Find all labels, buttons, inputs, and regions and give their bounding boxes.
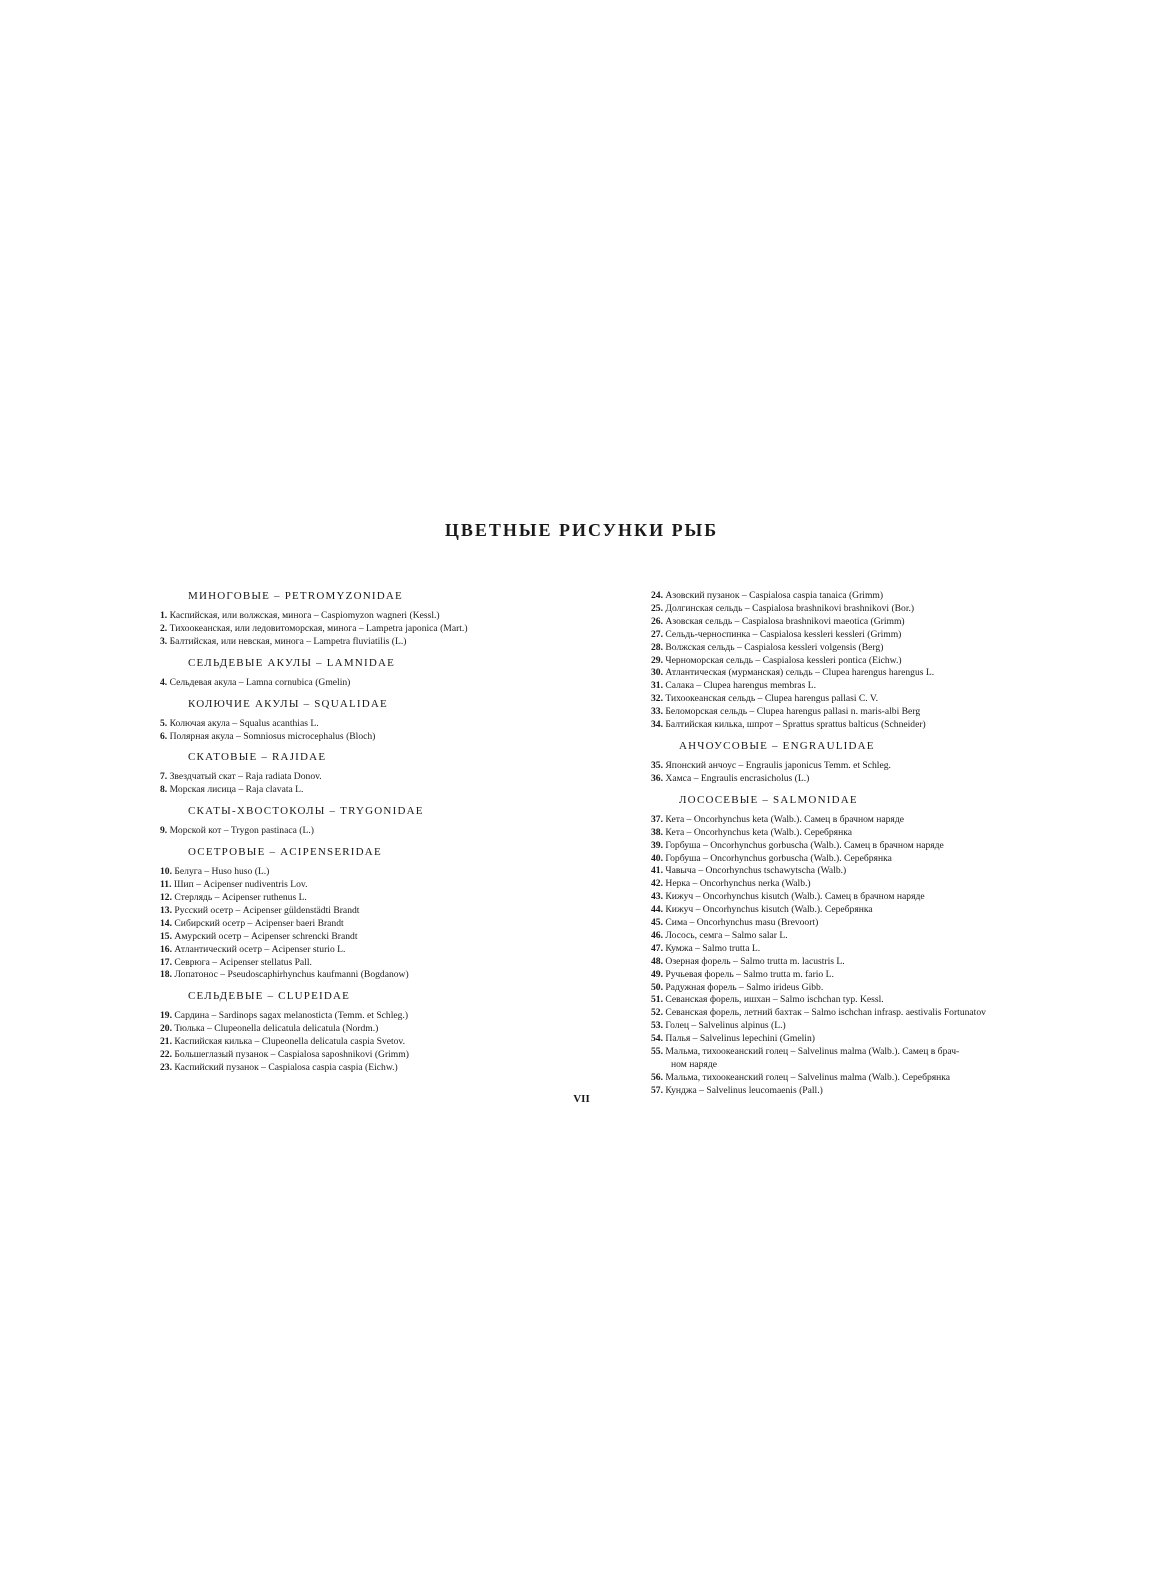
item-text: Белуга – Huso huso (L.) — [174, 866, 270, 878]
list-item — [651, 865, 1051, 878]
section-heading: ОСЕТРОВЫЕ – ACIPENSERIDAE — [188, 846, 382, 859]
item-number: 39. — [651, 839, 663, 851]
item-number: 33. — [651, 706, 663, 718]
section — [160, 846, 600, 982]
item-number: 35. — [651, 759, 663, 771]
item-number: 9. — [160, 825, 168, 837]
list-item — [651, 655, 1051, 668]
list-item — [160, 879, 600, 892]
section-heading: КОЛЮЧИЕ АКУЛЫ – SQUALIDAE — [188, 697, 388, 710]
item-text: Севанская форель, летний бахтак – Salmo ischchan infrasp. aestivalis Fortunatov — [665, 1007, 986, 1019]
section-heading: МИНОГОВЫЕ – PETROMYZONIDAE — [188, 590, 403, 602]
item-text: Сельдевая акула – Lamna cornubica (Gmelin) — [169, 676, 351, 688]
item-text: Волжская сельдь – Caspialosa kessleri volgensis (Berg) — [665, 641, 884, 653]
list-item — [651, 1020, 1051, 1033]
item-number: 17. — [160, 956, 172, 968]
list-item — [651, 642, 1051, 655]
item-text: Амурский осетр – Acipenser schrencki Brandt — [174, 930, 358, 942]
item-number: 48. — [651, 955, 663, 967]
list-item — [651, 719, 1051, 732]
item-text: Тихоокеанская сельдь – Clupea harengus pallasi C. V. — [665, 693, 879, 705]
item-number: 5. — [160, 717, 168, 729]
list-item — [651, 760, 1051, 773]
item-number: 41. — [651, 865, 663, 877]
item-number: 28. — [651, 641, 663, 653]
list-item — [651, 603, 1051, 616]
list-item — [160, 1062, 600, 1075]
item-number: 32. — [651, 693, 663, 705]
item-number: 19. — [160, 1010, 172, 1022]
item-text: Кижуч – Oncorhynchus kisutch (Walb.). Серебрянка — [665, 904, 873, 916]
list-item — [651, 982, 1051, 995]
item-text: Палья – Salvelinus lepechini (Gmelin) — [665, 1033, 815, 1045]
section-heading: СЕЛЬДЕВЫЕ – CLUPEIDAE — [188, 990, 351, 1003]
list-item — [160, 944, 600, 957]
item-number: 4. — [160, 676, 168, 688]
item-number: 47. — [651, 942, 663, 954]
item-text: Каспийская килька – Clupeonella delicatula caspia Svetov. — [174, 1036, 406, 1048]
section-heading: СКАТЫ-ХВОСТОКОЛЫ – TRYGONIDAE — [188, 805, 424, 818]
item-text: Колючая акула – Squalus acanthias L. — [169, 717, 319, 729]
item-number: 26. — [651, 615, 663, 627]
section-heading: СКАТОВЫЕ – RAJIDAE — [188, 751, 327, 764]
item-text: Азовская сельдь – Caspialosa brashnikovi maeotica (Grimm) — [665, 615, 905, 627]
section — [160, 990, 600, 1075]
page-number: VII — [573, 1093, 590, 1105]
item-text: Озерная форель – Salmo trutta m. lacustris L. — [665, 955, 845, 967]
item-number: 42. — [651, 878, 663, 890]
list-item — [160, 918, 600, 931]
item-text: Балтийская килька, шпрот – Sprattus sprattus balticus (Schneider) — [665, 719, 926, 731]
item-number: 12. — [160, 891, 172, 903]
item-text: Голец – Salvelinus alpinus (L.) — [665, 1020, 786, 1032]
list-item — [651, 1033, 1051, 1046]
section — [651, 740, 1051, 786]
item-number: 22. — [160, 1049, 172, 1061]
list-item — [651, 904, 1051, 917]
item-number: 13. — [160, 904, 172, 916]
item-text: Салака – Clupea harengus membras L. — [665, 680, 816, 692]
item-text: Кета – Oncorhynchus keta (Walb.). Серебрянка — [665, 826, 853, 838]
item-text: Морской кот – Trygon pastinaca (L.) — [169, 825, 314, 837]
item-text: Лопатонос – Pseudoscaphirhynchus kaufmanni (Bogdanow) — [174, 969, 409, 981]
list-item — [160, 1010, 600, 1023]
list-item — [160, 905, 600, 918]
list-item — [160, 1049, 600, 1062]
item-number: 31. — [651, 680, 663, 692]
item-number: 55. — [651, 1046, 663, 1058]
list-item — [160, 731, 600, 744]
item-text: Стерлядь – Acipenser ruthenus L. — [174, 891, 307, 903]
item-number: 27. — [651, 628, 663, 640]
list-item — [160, 718, 600, 731]
item-text: Русский осетр – Acipenser güldenstädti Brandt — [174, 904, 360, 916]
list-item — [651, 693, 1051, 706]
item-number: 18. — [160, 969, 172, 981]
item-text: Севанская форель, ишхан – Salmo ischchan typ. Kessl. — [665, 994, 884, 1006]
item-number: 15. — [160, 930, 172, 942]
list-item — [651, 590, 1051, 603]
item-number: 50. — [651, 981, 663, 993]
list-item — [651, 853, 1051, 866]
item-text: Балтийская, или невская, минога – Lampetra fluviatilis (L.) — [169, 635, 407, 647]
item-text: Тюлька – Clupeonella delicatula delicatula (Nordm.) — [174, 1023, 379, 1035]
list-item — [651, 994, 1051, 1007]
item-number: 10. — [160, 866, 172, 878]
item-number: 20. — [160, 1023, 172, 1035]
section — [160, 751, 600, 797]
item-text: Кумжа – Salmo trutta L. — [665, 942, 761, 954]
item-number: 34. — [651, 719, 663, 731]
item-text: Радужная форель – Salmo irideus Gibb. — [665, 981, 824, 993]
item-text: Тихоокеанская, или ледовитоморская, минога – Lampetra japonica (Mart.) — [169, 622, 468, 634]
item-number: 51. — [651, 994, 663, 1006]
item-number: 24. — [651, 590, 663, 601]
section — [160, 590, 600, 649]
list-item — [651, 773, 1051, 786]
item-text: Чавыча – Oncorhynchus tschawytscha (Walb.) — [665, 865, 847, 877]
list-item — [651, 878, 1051, 891]
item-text: Кижуч – Oncorhynchus kisutch (Walb.). Самец в брачном наряде — [665, 891, 925, 903]
item-text: Каспийская, или волжская, минога – Caspiomyzon wagneri (Kessl.) — [169, 610, 440, 621]
item-text: Атлантический осетр – Acipenser sturio L. — [174, 943, 346, 955]
section — [160, 805, 600, 838]
section — [160, 657, 600, 690]
item-number: 54. — [651, 1033, 663, 1045]
item-number: 49. — [651, 968, 663, 980]
item-text: Нерка – Oncorhynchus nerka (Walb.) — [665, 878, 811, 890]
list-item — [160, 969, 600, 982]
list-item — [651, 917, 1051, 930]
item-text: Долгинская сельдь – Caspialosa brashnikovi brashnikovi (Bor.) — [665, 602, 915, 614]
item-number: 30. — [651, 667, 663, 679]
list-item — [651, 1072, 1051, 1085]
item-text: Горбуша – Oncorhynchus gorbuscha (Walb.). Самец в брачном наряде — [665, 839, 944, 851]
item-text: Азовский пузанок – Caspialosa caspia tanaica (Grimm) — [665, 590, 884, 601]
list-item — [160, 610, 600, 623]
item-number: 56. — [651, 1071, 663, 1083]
item-text: Мальма, тихоокеанский голец – Salvelinus malma (Walb.). Самец в брач- — [665, 1046, 960, 1058]
item-text: Мальма, тихоокеанский голец – Salvelinus malma (Walb.). Серебрянка — [665, 1071, 951, 1083]
page-title: ЦВЕТНЫЕ РИСУНКИ РЫБ — [444, 520, 719, 540]
list-item — [160, 677, 600, 690]
item-number: 46. — [651, 929, 663, 941]
item-text: Ручьевая форель – Salmo trutta m. fario L. — [665, 968, 834, 980]
item-text: Лосось, семга – Salmo salar L. — [665, 929, 788, 941]
list-item — [160, 636, 600, 649]
section-heading: СЕЛЬДЕВЫЕ АКУЛЫ – LAMNIDAE — [188, 656, 396, 669]
list-item — [651, 943, 1051, 956]
item-text: Кета – Oncorhynchus keta (Walb.). Самец в брачном наряде — [665, 813, 904, 825]
list-item — [160, 1036, 600, 1049]
item-number: 38. — [651, 826, 663, 838]
item-text: Сибирский осетр – Acipenser baeri Brandt — [174, 917, 344, 929]
list-item — [651, 814, 1051, 827]
item-number: 36. — [651, 772, 663, 784]
item-text: Сельдь-черноспинка – Caspialosa kessleri kessleri (Grimm) — [665, 628, 902, 640]
list-item — [160, 1023, 600, 1036]
list-item — [160, 771, 600, 784]
list-item — [651, 969, 1051, 982]
list-item — [651, 629, 1051, 642]
list-item — [651, 667, 1051, 680]
list-item — [160, 825, 600, 838]
item-number: 2. — [160, 622, 168, 634]
list-item — [651, 616, 1051, 629]
item-text: Горбуша – Oncorhynchus gorbuscha (Walb.). Серебрянка — [665, 852, 892, 864]
item-number: 16. — [160, 943, 172, 955]
section-heading: ЛОСОСЕВЫЕ – SALMONIDAE — [679, 793, 858, 806]
section — [651, 590, 1051, 732]
item-number: 57. — [651, 1084, 663, 1096]
item-number: 43. — [651, 891, 663, 903]
list-item — [651, 956, 1051, 969]
item-text: Каспийский пузанок – Caspialosa caspia caspia (Eichw.) — [174, 1061, 398, 1073]
section — [160, 698, 600, 744]
item-number: 23. — [160, 1061, 172, 1073]
list-item — [651, 1046, 1051, 1072]
item-text: Сардина – Sardinops sagax melanosticta (Temm. et Schleg.) — [174, 1010, 409, 1022]
item-text: Беломорская сельдь – Clupea harengus pallasi n. maris-albi Berg — [665, 706, 921, 718]
list-item — [160, 892, 600, 905]
item-text-continuation: ном наряде — [671, 1059, 717, 1070]
item-text: Атлантическая (мурманская) сельдь – Clupea harengus harengus L. — [665, 667, 935, 679]
item-text: Большеглазый пузанок – Caspialosa saposhnikovi (Grimm) — [174, 1049, 409, 1061]
right-column — [651, 590, 1051, 1106]
item-number: 1. — [160, 610, 168, 621]
list-item — [160, 957, 600, 970]
list-item — [160, 866, 600, 879]
item-number: 14. — [160, 917, 172, 929]
list-item — [160, 931, 600, 944]
item-text: Хамса – Engraulis encrasicholus (L.) — [665, 772, 810, 784]
list-item — [651, 891, 1051, 904]
item-number: 40. — [651, 852, 663, 864]
item-text: Японский анчоус – Engraulis japonicus Temm. et Schleg. — [665, 759, 891, 771]
list-item — [651, 706, 1051, 719]
item-text: Морская лисица – Raja clavata L. — [169, 784, 304, 796]
item-number: 8. — [160, 784, 168, 796]
item-number: 37. — [651, 813, 663, 825]
item-number: 7. — [160, 771, 168, 783]
item-text: Севрюга – Acipenser stellatus Pall. — [174, 956, 312, 968]
left-column — [160, 590, 600, 1083]
item-number: 6. — [160, 730, 168, 742]
item-number: 11. — [160, 879, 172, 891]
list-item — [651, 1007, 1051, 1020]
list-item — [651, 930, 1051, 943]
list-item — [651, 680, 1051, 693]
list-item — [160, 623, 600, 636]
item-number: 44. — [651, 904, 663, 916]
item-number: 53. — [651, 1020, 663, 1032]
item-text: Полярная акула – Somniosus microcephalus (Bloch) — [169, 730, 376, 742]
list-item — [651, 840, 1051, 853]
item-number: 3. — [160, 635, 168, 647]
item-text: Черноморская сельдь – Caspialosa kessleri pontica (Eichw.) — [665, 654, 902, 666]
item-number: 29. — [651, 654, 663, 666]
item-text: Звездчатый скат – Raja radiata Donov. — [169, 771, 322, 783]
item-number: 52. — [651, 1007, 663, 1019]
list-item — [160, 784, 600, 797]
item-number: 25. — [651, 602, 663, 614]
section-heading: АНЧОУСОВЫЕ – ENGRAULIDAE — [679, 739, 875, 752]
item-text: Сима – Oncorhynchus masu (Brevoort) — [665, 917, 819, 929]
item-number: 21. — [160, 1036, 172, 1048]
item-text: Кунджа – Salvelinus leucomaenis (Pall.) — [665, 1084, 823, 1096]
item-text: Шип – Acipenser nudiventris Lov. — [173, 879, 308, 891]
item-number: 45. — [651, 917, 663, 929]
list-item — [651, 827, 1051, 840]
section — [651, 794, 1051, 1098]
